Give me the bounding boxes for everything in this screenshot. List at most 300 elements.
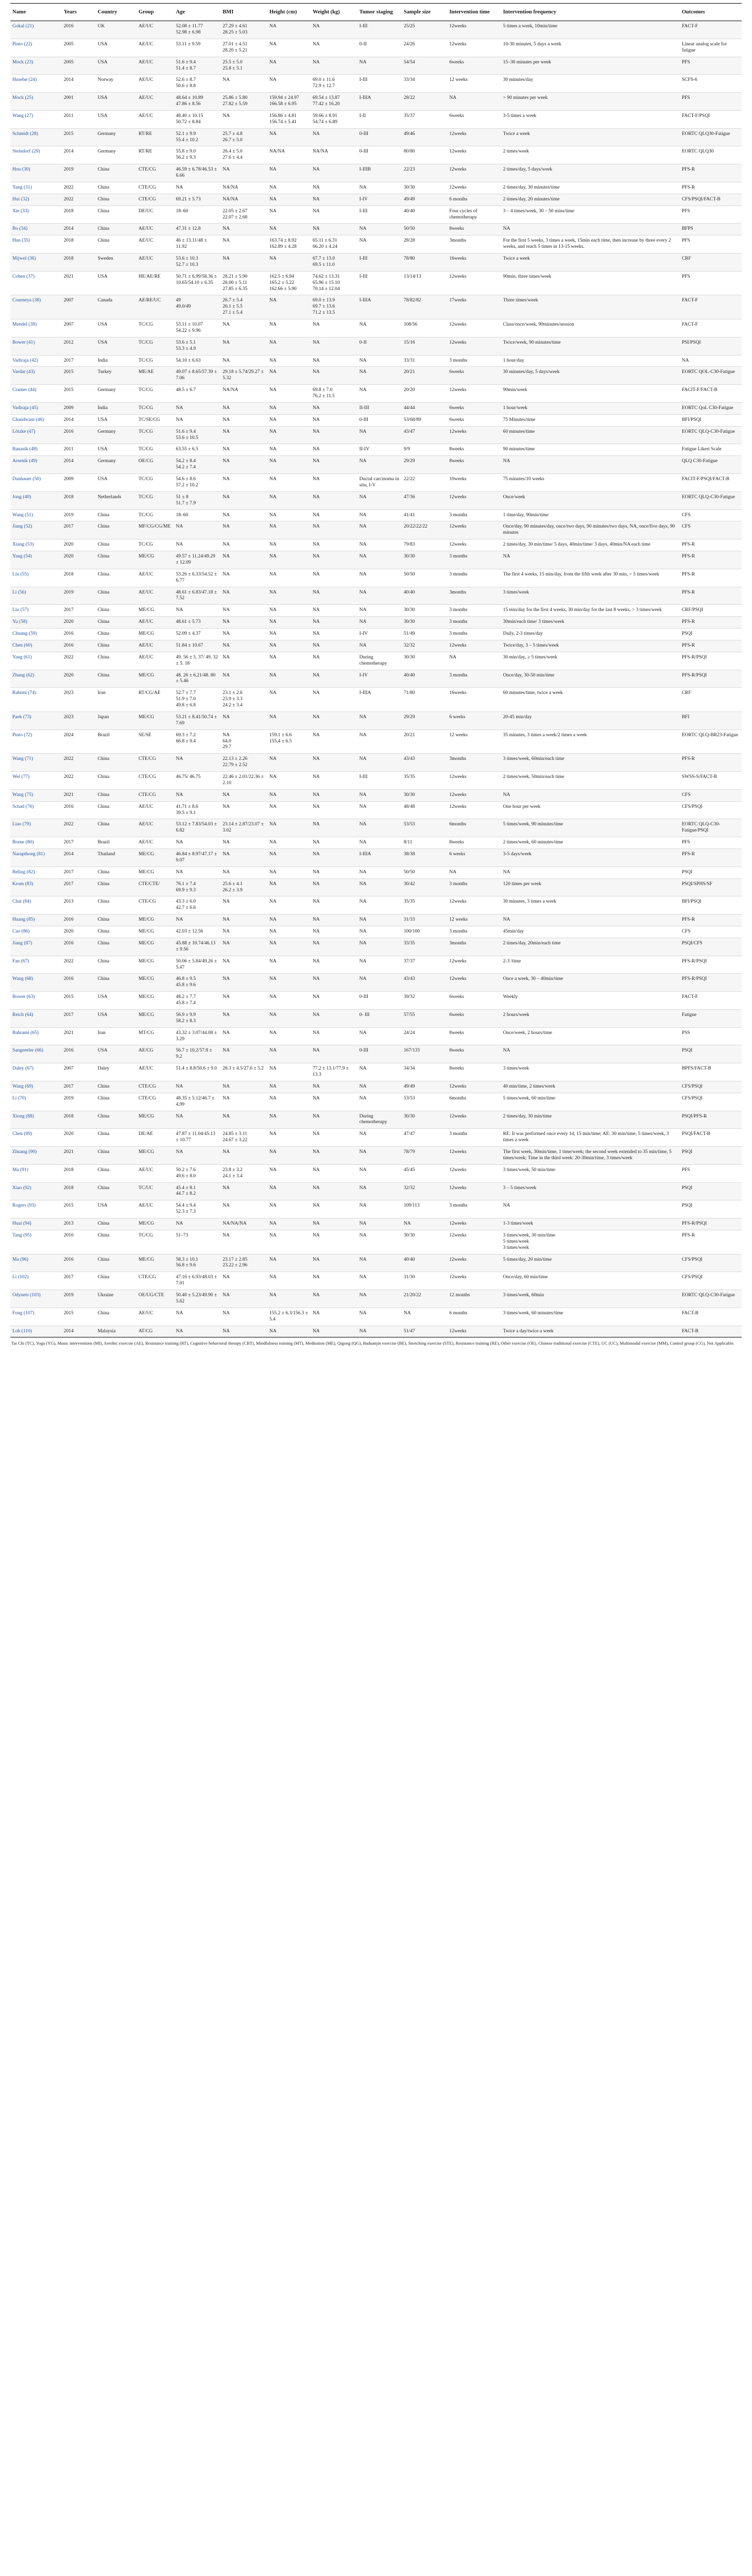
cell-tumor-staging: NA <box>357 521 402 539</box>
cell-bmi: 29.18 ± 5.74/29.27 ± 5.32 <box>220 367 267 385</box>
cell-name[interactable]: Yu (58) <box>10 617 62 629</box>
cell-sample-size: 9/9 <box>402 444 447 456</box>
table-row <box>10 1254 742 1272</box>
cell-name[interactable]: Liao (79) <box>10 819 62 837</box>
cell-intervention-frequency: > 90 minutes per week <box>501 93 680 111</box>
cell-intervention-frequency: NA <box>501 224 680 235</box>
cell-group: CTE/CG <box>136 754 174 772</box>
cell-country: China <box>96 974 136 992</box>
cell-tumor-staging: I-IV <box>357 670 402 688</box>
cell-name[interactable]: Chandwani (46) <box>10 414 62 426</box>
cell-sample-size: 53/53 <box>402 819 447 837</box>
cell-height: NA <box>267 224 311 235</box>
cell-sample-size: 33/31 <box>402 355 447 367</box>
cell-name[interactable]: Bahrami (65) <box>10 1027 62 1045</box>
cell-weight: NA <box>311 789 357 801</box>
cell-year: 2016 <box>62 629 96 640</box>
cell-weight: NA <box>311 367 357 385</box>
cell-name[interactable]: Yang (31) <box>10 182 62 194</box>
cell-height: NA <box>267 1272 311 1290</box>
cell-country: China <box>96 1182 136 1200</box>
cell-height: 155.2 ± 6.3/156.3 ± 5.4 <box>267 1308 311 1326</box>
cell-weight: NA <box>311 1081 357 1093</box>
cell-weight: NA <box>311 1164 357 1182</box>
cell-name[interactable]: Han (35) <box>10 235 62 253</box>
cell-tumor-staging: NA <box>357 640 402 652</box>
cell-name[interactable]: Li (56) <box>10 587 62 605</box>
cell-group: AE/UC <box>136 57 174 75</box>
cell-bmi: NA <box>220 551 267 569</box>
cell-sample-size: 49/46 <box>402 128 447 146</box>
cell-sample-size: 15/16 <box>402 337 447 355</box>
cell-intervention-frequency: 90min, three times/week <box>501 271 680 295</box>
cell-intervention-time: 6 months <box>447 1308 501 1326</box>
cell-name[interactable]: Xie (33) <box>10 206 62 224</box>
cell-intervention-time: Four cycles of chemotherapy <box>447 206 501 224</box>
cell-name[interactable]: Mendel (39) <box>10 319 62 337</box>
cell-name[interactable]: Jiang (87) <box>10 938 62 956</box>
cell-name[interactable]: Zhang (62) <box>10 670 62 688</box>
cell-height: NA <box>267 444 311 456</box>
cell-height: NA <box>267 1009 311 1027</box>
cell-name[interactable]: Vadiraja (45) <box>10 402 62 414</box>
cell-age: 46.8 ± 9.5 45.8 ± 9.6 <box>174 974 221 992</box>
cell-intervention-time: 3 months <box>447 1200 501 1218</box>
cell-intervention-frequency: The first 4 weeks, 15 min/day, from the fifth week after 30 min, > 5 times/week <box>501 569 680 587</box>
cell-name[interactable]: Huai (94) <box>10 1218 62 1230</box>
cell-outcomes: PFS <box>680 271 742 295</box>
cell-name[interactable]: Reich (64) <box>10 1009 62 1027</box>
cell-year: 2007 <box>62 295 96 319</box>
table-row <box>10 1326 742 1337</box>
cell-country: China <box>96 926 136 938</box>
cell-age: 51–73 <box>174 1230 221 1254</box>
cell-name[interactable]: Steindorf (29) <box>10 146 62 164</box>
cell-intervention-time: 12weeks <box>447 1218 501 1230</box>
cell-sample-size: 78/80 <box>402 253 447 272</box>
cell-country: China <box>96 1272 136 1290</box>
table-row <box>10 1009 742 1027</box>
cell-name[interactable]: Jong (40) <box>10 492 62 510</box>
cell-sample-size: NA <box>402 1218 447 1230</box>
cell-intervention-frequency: 5 times/week, 60 min/time <box>501 1093 680 1111</box>
table-row <box>10 253 742 272</box>
cell-height: NA <box>267 956 311 974</box>
cell-height: NA <box>267 605 311 617</box>
cell-age: 49.57 ± 11.24/49.29 ± 12.09 <box>174 551 221 569</box>
cell-intervention-frequency: 2 times/day, 20min/each time <box>501 938 680 956</box>
cell-name[interactable]: Krom (83) <box>10 878 62 896</box>
cell-name[interactable]: Fan (67) <box>10 956 62 974</box>
cell-height: NA <box>267 1045 311 1063</box>
cell-intervention-frequency: Once/week, 2 hours/time <box>501 1027 680 1045</box>
cell-weight: NA <box>311 1147 357 1165</box>
cell-tumor-staging: 0-III <box>357 128 402 146</box>
cell-name[interactable]: Wang (71) <box>10 754 62 772</box>
cell-name[interactable]: Zhuang (90) <box>10 1147 62 1165</box>
cell-intervention-time: 12weeks <box>447 164 501 182</box>
cell-age: 53.26 ± 6.33/54.52 ± 6.77 <box>174 569 221 587</box>
cell-weight: 67.7 ± 13.0 69.5 ± 11.0 <box>311 253 357 272</box>
cell-country: USA <box>96 1200 136 1218</box>
cell-name[interactable]: Gokal (21) <box>10 21 62 39</box>
cell-name[interactable]: Chen (60) <box>10 640 62 652</box>
cell-bmi: NA <box>220 1093 267 1111</box>
cell-name[interactable]: Wang (51) <box>10 510 62 521</box>
cell-name[interactable]: Arsenik (49) <box>10 456 62 474</box>
cell-country: Ukraine <box>96 1290 136 1308</box>
table-row <box>10 444 742 456</box>
cell-bmi: NA <box>220 605 267 617</box>
cell-height: NA <box>267 711 311 730</box>
cell-intervention-time: 12weeks <box>447 1326 501 1337</box>
cell-year: 2017 <box>62 521 96 539</box>
cell-outcomes: CFS <box>680 510 742 521</box>
cell-age: NA <box>174 1218 221 1230</box>
table-row <box>10 182 742 194</box>
table-row <box>10 146 742 164</box>
cell-name[interactable]: Odynets (103) <box>10 1290 62 1308</box>
cell-country: China <box>96 801 136 819</box>
cell-name[interactable]: Fong (107) <box>10 1308 62 1326</box>
cell-tumor-staging: I-IIIA <box>357 688 402 712</box>
table-row <box>10 849 742 867</box>
cell-sample-size: 40/40 <box>402 206 447 224</box>
cell-year: 2005 <box>62 57 96 75</box>
cell-name[interactable]: Schad (76) <box>10 801 62 819</box>
cell-bmi: NA <box>220 711 267 730</box>
cell-name[interactable]: Hui (32) <box>10 194 62 206</box>
cell-outcomes: FACIT-F/FACT-B <box>680 385 742 403</box>
cell-year: 2015 <box>62 992 96 1010</box>
cell-name[interactable]: Li (70) <box>10 1093 62 1111</box>
cell-weight: 69.0 ± 11.6 72.9 ± 12.7 <box>311 75 357 93</box>
cell-intervention-time: 6weeks <box>447 992 501 1010</box>
cell-name[interactable]: Rahimi (74) <box>10 688 62 712</box>
table-row <box>10 295 742 319</box>
cell-age: 48.5 ± 6.7 <box>174 385 221 403</box>
cell-bmi: 25.86 ± 5.80 27.82 ± 5.59 <box>220 93 267 111</box>
cell-age: 58.3 ± 10.1 56.8 ± 9.6 <box>174 1254 221 1272</box>
cell-outcomes: PFS-R/PSQI <box>680 1218 742 1230</box>
cell-intervention-frequency: 15–30 minutes per week <box>501 57 680 75</box>
cell-name[interactable]: Rogers (93) <box>10 1200 62 1218</box>
cell-group: RT/CG/AE <box>136 688 174 712</box>
cell-age: 49. 56 ± 5. 37/ 49. 32 ± 5. 18 <box>174 652 221 670</box>
cell-sample-size: 71/80 <box>402 688 447 712</box>
cell-year: 2021 <box>62 1147 96 1165</box>
cell-name[interactable]: Chuang (59) <box>10 629 62 640</box>
cell-weight: NA <box>311 182 357 194</box>
cell-bmi: NA <box>220 1027 267 1045</box>
cell-intervention-frequency: 3 times/week, 50 min/time <box>501 1164 680 1182</box>
table-row <box>10 1129 742 1147</box>
cell-country: China <box>96 640 136 652</box>
cell-group: DE/UC <box>136 206 174 224</box>
cell-name[interactable]: Narapthong (81) <box>10 849 62 867</box>
cell-year: 2009 <box>62 474 96 492</box>
cell-name[interactable]: Cramer (44) <box>10 385 62 403</box>
cell-name[interactable]: Chen (89) <box>10 1129 62 1147</box>
cell-group: AE/UC <box>136 1200 174 1218</box>
cell-name[interactable]: Bower (41) <box>10 337 62 355</box>
cell-tumor-staging: NA <box>357 819 402 837</box>
cell-name[interactable]: Pinto (72) <box>10 730 62 754</box>
cell-name[interactable]: Xiong (88) <box>10 1111 62 1129</box>
cell-age: 50.71 ± 6.99/58.36 ± 10.65/54.10 ± 6.35 <box>174 271 221 295</box>
cell-bmi: 24.85 ± 3.11 24.67 ± 3.22 <box>220 1129 267 1147</box>
cell-outcomes: PFS-R <box>680 569 742 587</box>
table-row <box>10 605 742 617</box>
cell-weight: 74.62 ± 13.31 65.96 ± 15.10 70.14 ± 12.04 <box>311 271 357 295</box>
cell-country: China <box>96 182 136 194</box>
cell-height: NA <box>267 194 311 206</box>
cell-tumor-staging: NA <box>357 569 402 587</box>
cell-group: AE/UC <box>136 21 174 39</box>
cell-height: NA <box>267 1290 311 1308</box>
cell-group: CTE/CTE/ <box>136 878 174 896</box>
cell-group: ME/CG <box>136 926 174 938</box>
cell-bmi: 28.3 ± 4.5/27.6 ± 5.2 <box>220 1063 267 1081</box>
table-row <box>10 492 742 510</box>
cell-intervention-time: NA <box>447 867 501 878</box>
cell-weight: NA <box>311 57 357 75</box>
cell-country: USA <box>96 337 136 355</box>
cell-height: 163.74 ± 8.92 162.89 ± 4.28 <box>267 235 311 253</box>
cell-name[interactable]: Wang (75) <box>10 789 62 801</box>
cell-country: China <box>96 629 136 640</box>
cell-bmi: 23.14 ± 2.87/23.07 ± 3.02 <box>220 819 267 837</box>
cell-sample-size: 48/48 <box>402 801 447 819</box>
cell-group: OE/CG <box>136 456 174 474</box>
cell-bmi: NA <box>220 1045 267 1063</box>
cell-name[interactable]: Bower (63) <box>10 992 62 1010</box>
cell-name[interactable]: Borne (80) <box>10 837 62 849</box>
cell-name[interactable]: Cao (86) <box>10 926 62 938</box>
cell-height: NA <box>267 510 311 521</box>
cell-name[interactable]: Husebø (24) <box>10 75 62 93</box>
cell-year: 2016 <box>62 974 96 992</box>
cell-tumor-staging: NA <box>357 551 402 569</box>
cell-group: MF/CG/CG/ME <box>136 521 174 539</box>
cell-tumor-staging: NA <box>357 914 402 926</box>
cell-group: AT/CG <box>136 1326 174 1337</box>
cell-intervention-frequency: Once a week, 30 – 40min/time <box>501 974 680 992</box>
cell-country: USA <box>96 414 136 426</box>
cell-sample-size: 35/35 <box>402 772 447 790</box>
cell-outcomes: EORTC QLQ-C30-Fatigue/PSQI <box>680 819 742 837</box>
cell-name[interactable]: Huang (85) <box>10 914 62 926</box>
cell-name[interactable]: Vadiraja (42) <box>10 355 62 367</box>
cell-outcomes: FACIT-F/PSQI/FACT-B <box>680 474 742 492</box>
cell-name[interactable]: Bo (34) <box>10 224 62 235</box>
cell-country: China <box>96 754 136 772</box>
cell-intervention-frequency: 3 times/week, 60min/each time <box>501 754 680 772</box>
cell-name[interactable]: Wang (68) <box>10 974 62 992</box>
cell-country: China <box>96 772 136 790</box>
cell-name[interactable]: Pinto (22) <box>10 39 62 57</box>
cell-height: NA <box>267 974 311 992</box>
header-outcomes: Outcomes <box>680 4 742 21</box>
cell-name[interactable]: Daley (67) <box>10 1063 62 1081</box>
cell-group: TC/CG <box>136 355 174 367</box>
cell-intervention-time: 6weeks <box>447 110 501 128</box>
cell-country: China <box>96 867 136 878</box>
cell-name[interactable]: Mock (23) <box>10 57 62 75</box>
cell-intervention-time: 3months <box>447 235 501 253</box>
cell-name[interactable]: Danhauer (50) <box>10 474 62 492</box>
cell-intervention-frequency: 90min/week <box>501 385 680 403</box>
cell-intervention-frequency: 2 hours/week <box>501 1009 680 1027</box>
cell-tumor-staging: NA <box>357 938 402 956</box>
cell-intervention-time: 3 months <box>447 355 501 367</box>
cell-bmi: NA <box>220 1308 267 1326</box>
cell-country: China <box>96 1147 136 1165</box>
cell-name[interactable]: Lötzke (47) <box>10 426 62 444</box>
cell-tumor-staging: NA <box>357 1218 402 1230</box>
cell-name[interactable]: Beling (82) <box>10 867 62 878</box>
cell-name[interactable]: Ma (96) <box>10 1254 62 1272</box>
cell-bmi: NA <box>220 801 267 819</box>
cell-height: NA <box>267 206 311 224</box>
cell-year: 2018 <box>62 1111 96 1129</box>
cell-weight: NA <box>311 402 357 414</box>
cell-age: 48.35 ± 5.12/46.7 ± 4.99 <box>174 1093 221 1111</box>
cell-intervention-frequency: 3 times/week, 30 min/time 5 times/week 3 times/week <box>501 1230 680 1254</box>
cell-name[interactable]: Tang (95) <box>10 1230 62 1254</box>
cell-sample-size: 50/50 <box>402 224 447 235</box>
cell-intervention-frequency: 1 hour/day <box>501 355 680 367</box>
cell-outcomes: PSQI <box>680 1147 742 1165</box>
cell-intervention-frequency: 10-30 minutes, 5 days a week <box>501 39 680 57</box>
cell-tumor-staging: I-IIIA <box>357 295 402 319</box>
cell-weight: NA <box>311 164 357 182</box>
cell-outcomes: PFS-R/PSQI <box>680 670 742 688</box>
cell-outcomes: PFS <box>680 837 742 849</box>
cell-sample-size: 22/23 <box>402 164 447 182</box>
cell-country: USA <box>96 39 136 57</box>
cell-group: CTE/CG <box>136 1272 174 1290</box>
cell-outcomes: CFS <box>680 926 742 938</box>
cell-age: NA <box>174 1111 221 1129</box>
cell-weight: NA/NA <box>311 146 357 164</box>
cell-tumor-staging: NA <box>357 385 402 403</box>
cell-bmi: NA/NA <box>220 182 267 194</box>
cell-bmi: NA <box>220 539 267 551</box>
cell-group: AE/UC <box>136 93 174 111</box>
cell-name[interactable]: Courneya (38) <box>10 295 62 319</box>
cell-name[interactable]: Schmidt (28) <box>10 128 62 146</box>
cell-name[interactable]: Liu (57) <box>10 605 62 617</box>
cell-year: 2022 <box>62 956 96 974</box>
cell-weight: NA <box>311 878 357 896</box>
cell-age: 53.11 ± 9.59 <box>174 39 221 57</box>
cell-height: NA <box>267 39 311 57</box>
cell-intervention-frequency: NA <box>501 551 680 569</box>
cell-intervention-time: 8weeks <box>447 444 501 456</box>
cell-name[interactable]: Yang (54) <box>10 551 62 569</box>
cell-weight: NA <box>311 926 357 938</box>
cell-name[interactable]: Loh (110) <box>10 1326 62 1337</box>
cell-sample-size: 44/44 <box>402 402 447 414</box>
cell-bmi: NA <box>220 640 267 652</box>
cell-group: CTE/CG <box>136 194 174 206</box>
cell-sample-size: 53/68/89 <box>402 414 447 426</box>
cell-year: 2005 <box>62 39 96 57</box>
cell-name[interactable]: Yang (61) <box>10 652 62 670</box>
cell-bmi: NA <box>220 444 267 456</box>
cell-age: NA <box>174 1326 221 1337</box>
cell-name[interactable]: Li (102) <box>10 1272 62 1290</box>
cell-intervention-time: 12weeks <box>447 1081 501 1093</box>
cell-name[interactable]: Liu (55) <box>10 569 62 587</box>
cell-intervention-time: 16weeks <box>447 688 501 712</box>
cell-height: NA <box>267 492 311 510</box>
cell-name[interactable]: Wei (77) <box>10 772 62 790</box>
cell-intervention-frequency: 30 min/day, ≥ 5 times/week <box>501 652 680 670</box>
cell-year: 2018 <box>62 206 96 224</box>
cell-name[interactable]: Mock (25) <box>10 93 62 111</box>
cell-tumor-staging: I-III <box>357 772 402 790</box>
cell-country: India <box>96 355 136 367</box>
cell-year: 2015 <box>62 367 96 385</box>
cell-name[interactable]: Jiang (52) <box>10 521 62 539</box>
cell-weight: NA <box>311 587 357 605</box>
cell-country: Netherlands <box>96 492 136 510</box>
cell-tumor-staging: 0- III <box>357 1009 402 1027</box>
cell-height: NA <box>267 337 311 355</box>
cell-bmi: NA/NA/NA <box>220 1218 267 1230</box>
cell-tumor-staging: I-II <box>357 110 402 128</box>
cell-age: 46.84 ± 8.97/47.17 ± 9.07 <box>174 849 221 867</box>
cell-name[interactable]: Banasik (48) <box>10 444 62 456</box>
cell-tumor-staging: NA <box>357 867 402 878</box>
table-row <box>10 93 742 111</box>
cell-name[interactable]: Xiang (53) <box>10 539 62 551</box>
table-row <box>10 1093 742 1111</box>
cell-age: 55.8 ± 9.0 56.2 ± 9.3 <box>174 146 221 164</box>
cell-name[interactable]: Ma (91) <box>10 1164 62 1182</box>
cell-name[interactable]: Chai (84) <box>10 896 62 914</box>
table-row <box>10 367 742 385</box>
cell-name[interactable]: Sangeeeler (66) <box>10 1045 62 1063</box>
cell-name[interactable]: Paek (73) <box>10 711 62 730</box>
cell-intervention-frequency: For the first 5 weeks, 3 times a week, 15min each time, then increase by three every 2 weeks, and reach 5 times in 13-15 weeks. <box>501 235 680 253</box>
cell-name[interactable]: Wang (27) <box>10 110 62 128</box>
cell-name[interactable]: Wang (69) <box>10 1081 62 1093</box>
cell-name[interactable]: Cohen (37) <box>10 271 62 295</box>
cell-tumor-staging: NA <box>357 1164 402 1182</box>
cell-name[interactable]: Mijwel (36) <box>10 253 62 272</box>
cell-country: USA <box>96 110 136 128</box>
cell-name[interactable]: Xiao (92) <box>10 1182 62 1200</box>
cell-intervention-frequency: 1 hour/week <box>501 402 680 414</box>
cell-sample-size: 47/47 <box>402 1129 447 1147</box>
cell-year: 2011 <box>62 110 96 128</box>
cell-intervention-frequency: Once/day, 90 minutes/day, once/two days, 90 minutes/two days, NA, once/five days, 90 minutes <box>501 521 680 539</box>
cell-weight: NA <box>311 194 357 206</box>
table-row <box>10 1081 742 1093</box>
cell-intervention-frequency: 5 times/day, 20 min/time <box>501 1254 680 1272</box>
cell-group: CTE/CG <box>136 896 174 914</box>
cell-outcomes: BPFS/FACT-B <box>680 1063 742 1081</box>
cell-name[interactable]: Vardar (43) <box>10 367 62 385</box>
cell-intervention-time: 12weeks <box>447 271 501 295</box>
cell-sample-size: 108/56 <box>402 319 447 337</box>
table-row <box>10 617 742 629</box>
cell-weight: NA <box>311 521 357 539</box>
cell-name[interactable]: Hou (30) <box>10 164 62 182</box>
